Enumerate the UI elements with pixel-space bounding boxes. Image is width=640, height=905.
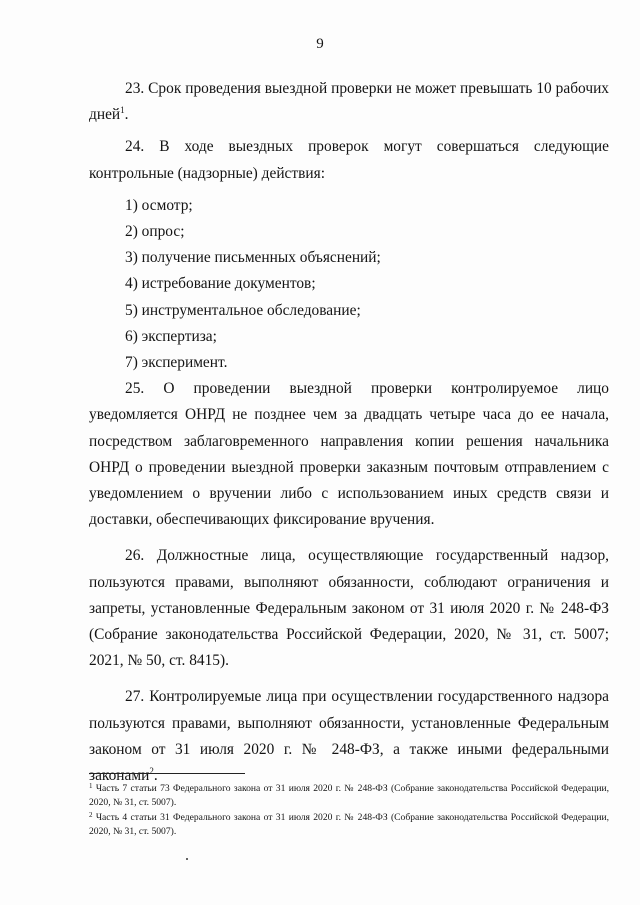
- document-body: [89, 76, 609, 789]
- paragraph-27-end: .: [153, 767, 158, 785]
- list-item: 3) получение письменных объяснений;: [125, 249, 381, 267]
- footnotes: [89, 780, 609, 838]
- footnote-number: 1: [89, 782, 93, 790]
- list-item: 4) истребование документов;: [125, 275, 316, 293]
- footnote-ref-2: 2: [149, 766, 154, 777]
- footnote-text: Часть 7 статьи 73 Федерального закона от 31 июля 2020 г. № 248-ФЗ (Собрание законодательства Российской Федерации, 2020, № 31, ст. 5007).: [89, 783, 609, 808]
- list-item: 1) осмотр;: [125, 196, 193, 214]
- list-item: 2) опрос;: [125, 223, 185, 241]
- paragraph-24: 24. В ходе выездных проверок могут совершаться следующие контрольные (надзорные) действия:: [89, 138, 609, 182]
- actions-list: [89, 193, 609, 376]
- list-item: 6) экспертиза;: [125, 327, 217, 345]
- footnote-text: Часть 4 статьи 31 Федерального закона от 31 июля 2020 г. № 248-ФЗ (Собрание законодательства Российской Федерации, 2020, № 31, ст. 5007).: [89, 812, 609, 837]
- footnote-ref-1: 1: [120, 105, 125, 116]
- paragraph-25: 25. О проведении выездной проверки контролируемое лицо уведомляется ОНРД не позднее чем за двадцать четыре часа до ее начала, посредством заблаговременного направления копии решения начальника ОНРД о проведении выездной проверки заказным почтовым отправлением с уведомлением о вручении либо с использованием иных средств связи и доставки, обеспечивающих фиксирование вручения.: [89, 380, 609, 529]
- footnote-number: 2: [89, 811, 93, 819]
- paragraph-26: 26. Должностные лица, осуществляющие государственный надзор, пользуются правами, выполняют обязанности, соблюдают ограничения и запреты, установленные Федеральным законом от 31 июля 2020 г. № 248-ФЗ (Собрание законодательства Российской Федерации, 2020, № 31, ст. 5007; 2021, № 50, ст. 8415).: [89, 547, 609, 670]
- paragraph-23-end: .: [124, 106, 129, 124]
- list-item: 7) эксперимент.: [125, 354, 228, 372]
- footnote: [89, 809, 609, 838]
- scan-speck: [186, 858, 188, 860]
- footnote-separator: [89, 773, 245, 774]
- paragraph-23: [89, 76, 609, 128]
- list-item: 5) инструментальное обследование;: [125, 301, 361, 319]
- paragraph-27-text: 27. Контролируемые лица при осуществлении государственного надзора пользуются правами, выполняют обязанности, установленные Федеральным законом от 31 июля 2020 г. № 248-ФЗ, а также иными федеральными законами: [89, 688, 609, 785]
- paragraph-23-text: 23. Срок проведения выездной проверки не может превышать 10 рабочих дней: [89, 80, 609, 124]
- footnote: [89, 780, 609, 809]
- page-number: 9: [316, 36, 324, 52]
